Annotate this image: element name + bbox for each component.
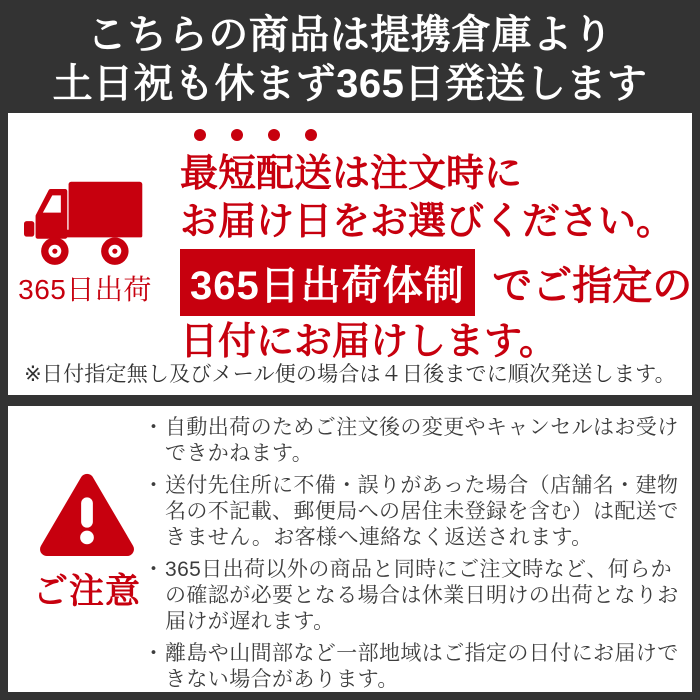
truck-365-label: 365日出荷 <box>18 274 152 305</box>
shipping-headline-3 <box>180 249 692 316</box>
delivery-truck-icon <box>24 180 144 270</box>
caution-item: ・ 自動出荷のためご注文後の変更やキャンセルはお受けできかねます。 <box>165 415 692 467</box>
warning-triangle-icon <box>38 468 136 558</box>
highlight-after-text: でご指定の <box>492 264 693 308</box>
header-line-2: 土日祝も休まず365日発送します <box>52 62 648 106</box>
caution-list <box>165 415 692 699</box>
shipping-note: ※日付指定無し及びメール便の場合は４日後までに順次発送します。 <box>24 363 676 386</box>
caution-item: ・ 365日出荷以外の商品と同時にご注文時など、何らかの確認が必要となる場合は休業日明けの出荷となりお届けが遅れます。 <box>165 557 692 635</box>
shipping-panel <box>8 113 692 395</box>
caution-panel <box>8 406 692 692</box>
shipping-headline-1: 最短配送は注文時に <box>180 153 523 195</box>
header-banner <box>0 0 700 113</box>
emphasis-dots-icon <box>194 129 317 141</box>
caution-item: ・ 送付先住所に不備・誤りがあった場合（店舗名・建物名の不記載、郵便局への居住未登録を含む）は配送できません。お客様へ連絡なく返送されます。 <box>165 473 692 551</box>
caution-label: ご注意 <box>32 572 141 611</box>
header-line-1: こちらの商品は提携倉庫より <box>86 13 614 57</box>
shipping-headline-4: 日付にお届けします。 <box>180 321 557 363</box>
highlight-badge: 365日出荷体制 <box>180 249 475 316</box>
caution-item: ・ 離島や山間部など一部地域はご指定の日付にお届けできない場合があります。 <box>165 641 692 693</box>
shipping-headline-2: お届け日をお選びください。 <box>180 201 675 243</box>
